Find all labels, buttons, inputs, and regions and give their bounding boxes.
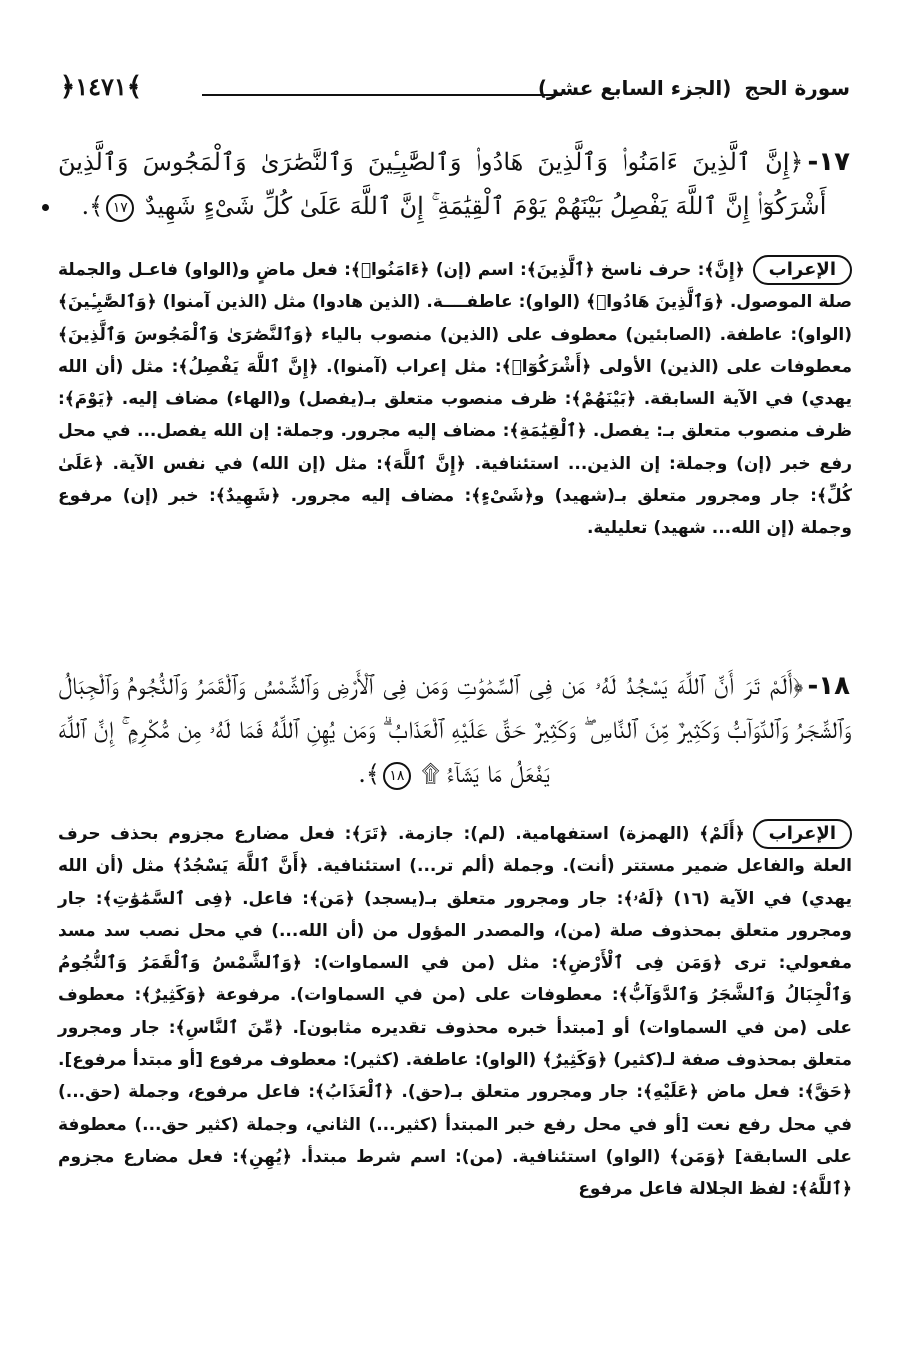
page-number: ﴾١٤٧١﴿ <box>60 72 143 102</box>
page-number-ornament-left: ﴾ <box>126 72 143 102</box>
verse-closing: ﴾. <box>358 760 380 788</box>
surah-title: سورة الحج <box>744 76 850 100</box>
header-rule <box>202 94 562 96</box>
irab-section-17 <box>58 254 852 545</box>
verse-number: ١٧- <box>807 147 850 177</box>
irab-text: ﴿إِنَّ﴾: حرف ناسخ ﴿ٱلَّذِينَ﴾: اسم (إن) ﴿ءَامَنُوا۟﴾: فعل ماضٍ و(الواو) فاعـل والجملة صلة الموصول. ﴿وَٱلَّذِينَ هَادُوا۟﴾ (الواو): عاطفــــة. (الذين هادوا) مثل (الذين آمنوا) ﴿وَٱلصَّٰبِـِٔينَ﴾ (الواو): عاطفة. (الصابئين) معطوف على (الذين) منصوب بالياء ﴿وَٱلنَّصَٰرَىٰ وَٱلْمَجُوسَ وَٱلَّذِينَ﴾ معطوفات على (الذين) الأولى ﴿أَشْرَكُوٓا۟﴾: مثل إعراب (آمنوا). ﴿إِنَّ ٱللَّهَ يَفْصِلُ﴾: مثل (أن الله يهدي) في الآية السابقة. ﴿بَيْنَهُمْ﴾: ظرف منصوب متعلق بـ(يفصل) و(الهاء) مضاف إليه. ﴿يَوْمَ﴾: ظرف منصوب متعلق بـ: يفصل. ﴿ٱلْقِيَٰمَةِ﴾: مضاف إليه مجرور. وجملة: إن الله يفصل... في محل رفع خبر (إن) وجملة: إن الذين... استئنافية. ﴿إِنَّ ٱللَّهَ﴾: مثل (إن الله) في نفس الآية. ﴿عَلَىٰ كُلِّ﴾: جار ومجرور متعلق بـ(شهيد) و﴿شَىْءٍ﴾: مضاف إليه مجرور. ﴿شَهِيدٌ﴾: خبر (إن) مرفوع وجملة (إن الله... شهيد) تعليلية. <box>58 260 852 539</box>
part-label: (الجزء السابع عشر) <box>537 76 732 100</box>
irab-section-18 <box>58 818 852 1206</box>
ayah-end-marker: ١٨ <box>383 762 411 790</box>
verse-text: ﴿إِنَّ ٱلَّذِينَ ءَامَنُوا۟ وَٱلَّذِينَ هَادُوا۟ وَٱلصَّٰبِـِٔينَ وَٱلنَّصَٰرَىٰ وَٱلْمَجُوسَ وَٱلَّذِينَ أَشْرَكُوٓا۟ إِنَّ ٱللَّهَ يَفْصِلُ بَيْنَهُمْ يَوْمَ ٱلْقِيَٰمَةِ ۚ إِنَّ ٱللَّهَ عَلَىٰ كُلِّ شَىْءٍ شَهِيدٌ <box>58 148 827 220</box>
verse-number: ١٨- <box>807 671 850 701</box>
verse-18 <box>58 664 850 796</box>
irab-badge: الإعراب <box>753 255 852 285</box>
irab-text: ﴿أَلَمْ﴾ (الهمزة) استفهامية. (لم): جازمة. ﴿تَرَ﴾: فعل مضارع مجزوم بحذف حرف العلة والفاعل ضمير مستتر (أنت). وجملة (ألم تر...) استئنافية. ﴿أَنَّ ٱللَّهَ يَسْجُدُ﴾ مثل (أن الله يهدي) في الآية (١٦) ﴿لَهُۥ﴾: جار ومجرور متعلق بـ(يسجد) ﴿مَن﴾: فاعل. ﴿فِى ٱلسَّمَٰوَٰتِ﴾: جار ومجرور متعلق بمحذوف صلة (من)، والمصدر المؤول من (أن الله...) في محل نصب سد مسد مفعولي: ترى ﴿وَمَن فِى ٱلْأَرْضِ﴾: مثل (من في السماوات): ﴿وَٱلشَّمْسُ وَٱلْقَمَرُ وَٱلنُّجُومُ وَٱلْجِبَالُ وَٱلشَّجَرُ وَٱلدَّوَآبُّ﴾: معطوفات على (من في السماوات). مرفوعة ﴿وَكَثِيرٌ﴾: معطوف على (من في السماوات) أو [مبتدأ خبره محذوف تقديره مثابون]. ﴿مِّنَ ٱلنَّاسِ﴾: جار ومجرور متعلق بمحذوف صفة لـ(كثير) ﴿وَكَثِيرٌ﴾ (الواو): عاطفة. (كثير): معطوف مرفوع [أو مبتدأ مرفوع]. ﴿حَقَّ﴾: فعل ماض ﴿عَلَيْهِ﴾: جار ومجرور متعلق بـ(حق). ﴿ٱلْعَذَابُ﴾: فاعل مرفوع، وجملة (حق...) في محل رفع نعت [أو في محل رفع خبر المبتدأ (كثير...) الثاني، وجملة (كثير حق...) معطوفة على السابقة] ﴿وَمَن﴾ (الواو) استئنافية. (من): اسم شرط مبتدأ. ﴿يُهِنِ﴾: فعل مضارع مجزوم ﴿ٱللَّهُ﴾: لفظ الجلالة فاعل مرفوع <box>58 824 852 1200</box>
margin-dot <box>42 204 49 211</box>
verse-closing: ﴾. <box>81 192 104 220</box>
page-number-ornament-right: ﴿ <box>60 72 76 102</box>
verse-17 <box>58 140 850 228</box>
verse-text: ﴿أَلَمْ تَرَ أَنَّ ٱللَّهَ يَسْجُدُ لَهُۥ مَن فِى ٱلسَّمَٰوَٰتِ وَمَن فِى ٱلْأَرْضِ وَٱلشَّمْسُ وَٱلْقَمَرُ وَٱلنُّجُومُ وَٱلْجِبَالُ وَٱلشَّجَرُ وَٱلدَّوَآبُّ وَكَثِيرٌ مِّنَ ٱلنَّاسِ ۖ وَكَثِيرٌ حَقَّ عَلَيْهِ ٱلْعَذَابُ ۗ وَمَن يُهِنِ ٱللَّهُ فَمَا لَهُۥ مِن مُّكْرِمٍ ۚ إِنَّ ٱللَّهَ يَفْعَلُ مَا يَشَآءُ ۩ <box>58 672 850 788</box>
ayah-end-marker: ١٧ <box>106 194 134 222</box>
running-title <box>538 76 850 100</box>
page-header <box>60 68 850 112</box>
irab-badge: الإعراب <box>753 819 852 849</box>
